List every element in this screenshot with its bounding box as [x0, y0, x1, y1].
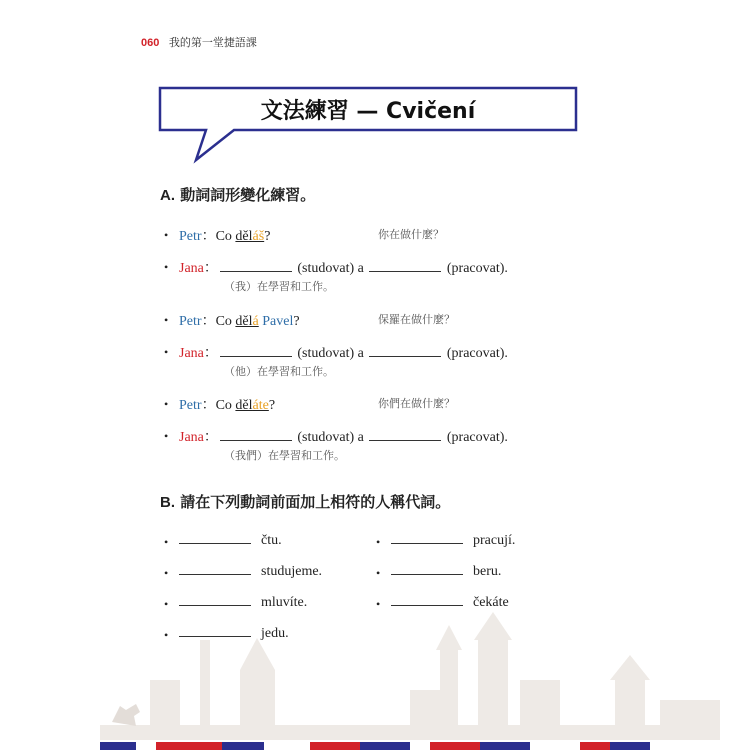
exercise-item [179, 531, 282, 549]
dialogue-line [179, 426, 508, 446]
verb-hint: (pracovat). [443, 430, 508, 445]
translation: 你在做什麼？ [378, 228, 444, 241]
verb-form: jedu. [261, 626, 289, 641]
answer-blank[interactable] [220, 259, 292, 272]
bullet: • [376, 566, 381, 580]
bullet: • [164, 260, 169, 274]
czech-flag-stripe [100, 742, 650, 750]
question-text: Co [215, 398, 236, 413]
stem: děl [235, 398, 253, 413]
name-pavel: Pavel [258, 314, 294, 329]
section-b-title: 請在下列動詞前面加上相符的人稱代詞。 [180, 493, 451, 511]
speaker-jana: Jana [179, 261, 204, 276]
verb-stem [235, 398, 268, 413]
bullet: • [164, 535, 169, 549]
exercise-item [391, 562, 501, 580]
speaker-petr: Petr [179, 398, 202, 413]
verb-form: čekáte [473, 595, 509, 610]
colon: ： [201, 314, 216, 329]
section-a-heading [160, 184, 315, 205]
verb-hint: (studovat) a [293, 261, 368, 276]
question-mark: ? [264, 229, 271, 244]
section-b-heading [160, 491, 450, 512]
bullet: • [376, 535, 381, 549]
dialogue-line [179, 257, 508, 277]
page-number: 060 [141, 37, 160, 49]
section-a-letter: A. [160, 187, 175, 204]
speaker-jana: Jana [179, 430, 204, 445]
answer-blank[interactable] [179, 531, 251, 544]
subject-translation: （我）在學習和工作。 [224, 280, 334, 293]
answer-blank[interactable] [391, 531, 463, 544]
dialogue-line [179, 310, 300, 330]
dialogue-line [179, 225, 270, 245]
answer-blank[interactable] [179, 562, 251, 575]
verb-form: čtu. [261, 533, 282, 548]
book-title: 我的第一堂捷語課 [168, 36, 257, 49]
speaker-petr: Petr [179, 229, 202, 244]
verb-ending: áte [252, 398, 269, 413]
bullet: • [376, 597, 381, 611]
colon: ： [201, 398, 216, 413]
speaker-jana: Jana [179, 346, 204, 361]
exercise-item [391, 531, 515, 549]
verb-hint: (studovat) a [293, 430, 368, 445]
bullet: • [164, 429, 169, 443]
subject-translation: （我們）在學習和工作。 [224, 449, 345, 462]
stem: děl [235, 314, 253, 329]
dialogue-line [179, 342, 508, 362]
question-text: Co [215, 314, 236, 329]
speech-bubble-banner [0, 0, 750, 170]
verb-hint: (pracovat). [443, 346, 508, 361]
answer-blank[interactable] [391, 562, 463, 575]
answer-blank[interactable] [369, 428, 441, 441]
exercise-item [179, 562, 322, 580]
bullet: • [164, 345, 169, 359]
bullet: • [164, 566, 169, 580]
section-b-letter: B. [160, 494, 175, 511]
translation: 保羅在做什麼？ [378, 313, 455, 326]
verb-form: mluvíte. [261, 595, 308, 610]
verb-form: studujeme. [261, 564, 323, 579]
banner-title: 文法練習 — Cvičení [260, 98, 476, 124]
answer-blank[interactable] [369, 344, 441, 357]
bullet: • [164, 228, 169, 242]
verb-ending: á [252, 314, 259, 329]
section-a-title: 動詞詞形變化練習。 [180, 186, 316, 204]
prague-skyline-illustration [0, 600, 750, 750]
verb-hint: (pracovat). [443, 261, 508, 276]
verb-stem [235, 314, 258, 329]
colon: ： [203, 261, 218, 276]
stem: děl [235, 229, 253, 244]
bullet: • [164, 313, 169, 327]
dialogue-line [179, 394, 275, 414]
speaker-petr: Petr [179, 314, 202, 329]
colon: ： [203, 346, 218, 361]
verb-form: beru. [473, 564, 502, 579]
bullet: • [164, 597, 169, 611]
answer-blank[interactable] [220, 428, 292, 441]
question-mark: ? [268, 398, 276, 413]
verb-stem [235, 229, 264, 244]
verb-form: pracují. [473, 533, 516, 548]
translation: 你們在做什麼？ [378, 397, 455, 410]
colon: ： [203, 430, 218, 445]
subject-translation: （他）在學習和工作。 [224, 365, 334, 378]
bullet: • [164, 628, 169, 642]
bullet: • [164, 397, 169, 411]
question-text: Co [215, 229, 236, 244]
question-mark: ? [293, 314, 300, 329]
verb-ending: áš [252, 229, 265, 244]
answer-blank[interactable] [369, 259, 441, 272]
answer-blank[interactable] [220, 344, 292, 357]
verb-hint: (studovat) a [293, 346, 368, 361]
colon: ： [201, 229, 216, 244]
